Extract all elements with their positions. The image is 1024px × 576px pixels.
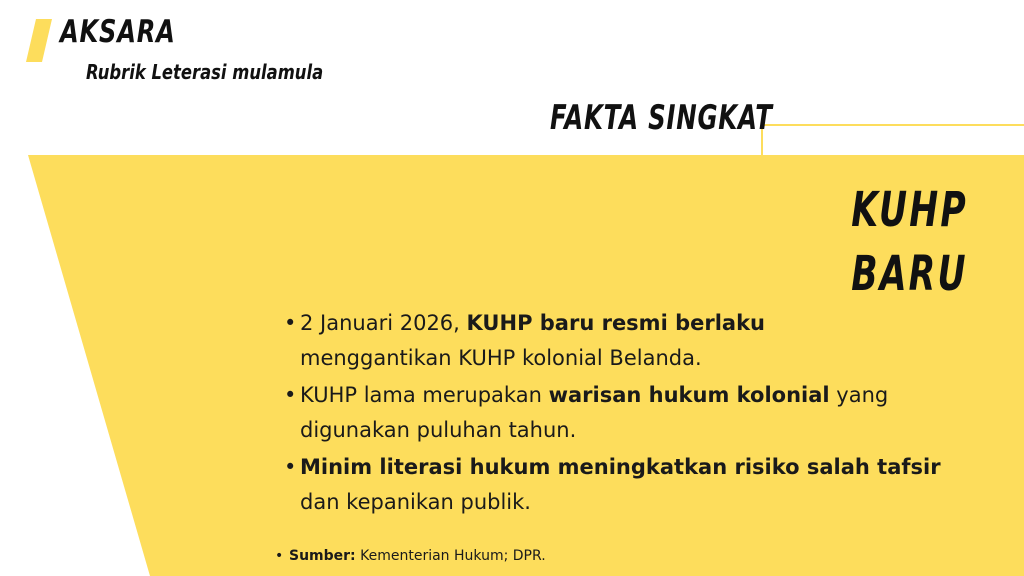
bullet-icon: •: [284, 455, 297, 479]
bullet-icon: •: [284, 311, 297, 335]
fact-text-continued: yang digunakan puluhan tahun.: [300, 383, 889, 442]
bullet-icon: •: [284, 383, 297, 407]
source-note: [275, 548, 546, 564]
fact-text-continued: dan kepanikan publik.: [300, 490, 531, 514]
fact-highlight: warisan hukum kolonial: [548, 383, 830, 407]
source-text: Kementerian Hukum; DPR.: [355, 548, 546, 564]
fact-item: [284, 378, 1000, 448]
fact-text: KUHP lama merupakan: [300, 383, 549, 407]
fact-item: [284, 306, 1000, 376]
brand-tagline: Rubrik Leterasi mulamula: [86, 60, 324, 84]
section-title: FAKTA SINGKAT: [550, 98, 773, 138]
source-label: Sumber:: [289, 548, 356, 564]
title-underline-accent: [762, 125, 1024, 155]
fact-item: [284, 450, 1000, 520]
fact-highlight: Minim literasi hukum meningkatkan risiko salah tafsir: [300, 455, 941, 479]
headline-line-2: BARU: [851, 246, 968, 302]
fact-list: [284, 306, 1000, 522]
brand-slash-mark: [26, 19, 52, 62]
fact-text-continued: menggantikan KUHP kolonial Belanda.: [300, 346, 702, 370]
fact-highlight: KUHP baru resmi berlaku: [466, 311, 765, 335]
bullet-icon: •: [275, 548, 284, 564]
fact-text: 2 Januari 2026,: [300, 311, 467, 335]
headline-line-1: KUHP: [851, 182, 968, 238]
brand-name: AKSARA: [60, 14, 176, 50]
